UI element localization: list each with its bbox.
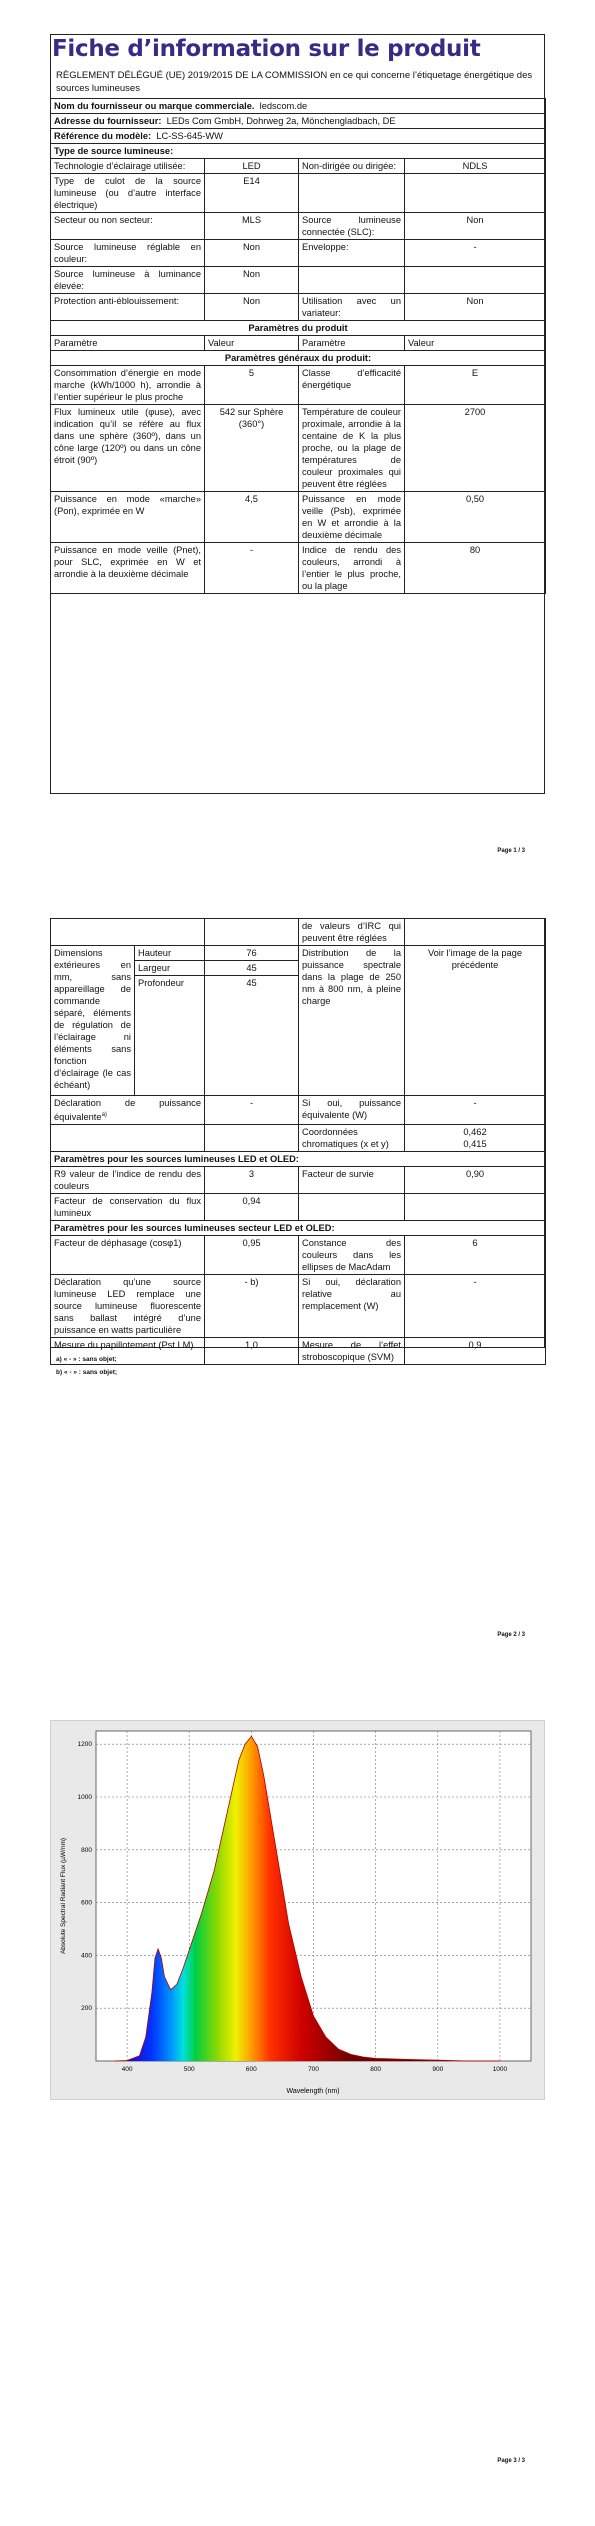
params-heading-row (51, 321, 546, 336)
model-value: LC-SS-645-WW (156, 131, 223, 141)
type-row (51, 213, 546, 240)
general-row (51, 492, 546, 543)
page-number-3: Page 3 / 3 (497, 2458, 525, 2464)
mains-param-label-2: Constance des couleurs dans les ellipses de MacAdam (299, 1236, 405, 1275)
mains-param-value-2: - (405, 1275, 546, 1338)
mains-heading: Paramètres pour les sources lumineuses secteur LED et OLED: (51, 1221, 546, 1236)
type-param-label-2 (299, 267, 405, 294)
x-tick-label: 400 (121, 2066, 133, 2073)
general-param-label-2: Indice de rendu des couleurs, arrondi à l’entier le plus proche, ou la plage (299, 543, 405, 594)
dimensions-label: Dimensions extérieures en mm, sans appareillage de commande séparé, éléments de régulation de l’éclairage ni éléments sans fonction d’éclairage (le cas échéant) (51, 946, 135, 1096)
spec-table-page-2 (50, 918, 546, 1365)
spectrum-chart (51, 1721, 544, 2099)
footnote-a-ref: a) (101, 1112, 107, 1118)
led-row (51, 1194, 546, 1221)
type-heading-row (51, 144, 546, 159)
continuation-row (51, 919, 546, 946)
spectrum-chart-panel (50, 1720, 545, 2100)
type-row (51, 159, 546, 174)
footnote-b: b) « - » : sans objet; (56, 1369, 118, 1376)
mains-param-value: 1,0 (205, 1338, 299, 1365)
general-row (51, 543, 546, 594)
led-param-value-2 (405, 1194, 546, 1221)
y-tick-label: 400 (81, 1952, 92, 1960)
mains-row (51, 1338, 546, 1365)
type-heading: Type de source lumineuse: (51, 144, 546, 159)
equivalent-power-row (51, 1096, 546, 1125)
general-param-label: Puissance en mode «marche» (Pon), exprimée en W (51, 492, 205, 543)
y-tick-label: 800 (81, 1846, 92, 1854)
chromaticity-x: 0,462 (463, 1127, 487, 1138)
led-param-label-2 (299, 1194, 405, 1221)
type-param-label: Type de culot de la source lumineuse (ou d’autre interface électrique) (51, 174, 205, 213)
footnote-a: a) « - » : sans objet; (56, 1356, 117, 1363)
cri-continuation: de valeurs d’IRC qui peuvent être réglées (299, 919, 405, 946)
col-header-value-1: Valeur (205, 336, 299, 351)
general-heading: Paramètres généraux du produit: (51, 351, 546, 366)
x-tick-label: 1000 (492, 2066, 508, 2073)
dim-height-value: 76 (205, 946, 299, 961)
type-row (51, 240, 546, 267)
dim-depth-value: 45 (205, 976, 299, 1096)
mains-param-label: Déclaration qu’une source lumineuse LED remplace une source lumineuse fluorescente sans ballast intégré d’une puissance en watts particulière (51, 1275, 205, 1338)
general-row (51, 405, 546, 492)
footnotes (56, 1353, 117, 1379)
type-row (51, 294, 546, 321)
led-param-label: R9 valeur de l’indice de rendu des couleurs (51, 1167, 205, 1194)
equivalent-power-label: Déclaration de puissance équivalente (54, 1098, 201, 1123)
dim-height-label: Hauteur (135, 946, 205, 961)
general-param-value-2: 80 (405, 543, 546, 594)
general-param-label: Consommation d’énergie en mode marche (kWh/1000 h), arrondie à l’entier supérieur le plus proche (51, 366, 205, 405)
equivalent-watt-value: - (405, 1096, 546, 1125)
led-param-value-2: 0,90 (405, 1167, 546, 1194)
led-row (51, 1167, 546, 1194)
x-tick-label: 500 (183, 2066, 195, 2073)
type-param-value-2: - (405, 240, 546, 267)
general-rows (51, 366, 546, 594)
led-heading-row (51, 1152, 546, 1167)
dim-depth-label: Profondeur (135, 976, 205, 1096)
general-param-value-2: 2700 (405, 405, 546, 492)
general-param-label: Puissance en mode veille (Pnet), pour SLC, exprimée en W et arrondie à la deuxième décimale (51, 543, 205, 594)
y-axis-label: Absolute Spectral Radiant Flux (µW/nm) (60, 1837, 67, 1955)
type-param-label: Protection anti-éblouissement: (51, 294, 205, 321)
general-param-label: Flux lumineux utile (φuse), avec indication qu’il se réfère au flux dans une sphère (360º), dans un cône large (120º) ou dans un cône étroit (90º) (51, 405, 205, 492)
y-tick-label: 600 (81, 1899, 92, 1907)
type-param-value-2: Non (405, 294, 546, 321)
address-row (51, 114, 546, 129)
mains-param-value: - b) (205, 1275, 299, 1338)
general-param-value: 4,5 (205, 492, 299, 543)
equivalent-power-value: - (205, 1096, 299, 1125)
type-param-label: Source lumineuse réglable en couleur: (51, 240, 205, 267)
mains-param-label: Facteur de déphasage (cosφ1) (51, 1236, 205, 1275)
general-heading-row (51, 351, 546, 366)
type-param-value: Non (205, 294, 299, 321)
led-param-label: Facteur de conservation du flux lumineux (51, 1194, 205, 1221)
supplier-value: ledscom.de (259, 101, 308, 111)
type-param-label-2: Utilisation avec un variateur: (299, 294, 405, 321)
general-row (51, 366, 546, 405)
mains-param-label-2: Mesure de l’effet stroboscopique (SVM) (299, 1338, 405, 1365)
mains-param-value-2: 0,9 (405, 1338, 546, 1365)
led-rows (51, 1167, 546, 1221)
x-tick-label: 700 (308, 2066, 319, 2073)
dim-width-value: 45 (205, 961, 299, 976)
col-header-param-2: Paramètre (299, 336, 405, 351)
led-param-value: 0,94 (205, 1194, 299, 1221)
mains-heading-row (51, 1221, 546, 1236)
type-param-value-2 (405, 174, 546, 213)
chromaticity-y: 0,415 (463, 1139, 487, 1150)
x-tick-label: 600 (245, 2066, 257, 2073)
led-heading: Paramètres pour les sources lumineuses LED et OLED: (51, 1152, 546, 1167)
type-param-value: Non (205, 267, 299, 294)
type-param-value-2: Non (405, 213, 546, 240)
chromaticity-row (51, 1125, 546, 1152)
type-param-value-2: NDLS (405, 159, 546, 174)
type-param-label-2: Non-dirigée ou dirigée: (299, 159, 405, 174)
type-param-value: LED (205, 159, 299, 174)
mains-param-label-2: Si oui, déclaration relative au remplacement (W) (299, 1275, 405, 1338)
equivalent-watt-label: Si oui, puissance équivalente (W) (299, 1096, 405, 1125)
dim-width-label: Largeur (135, 961, 205, 976)
col-header-value-2: Valeur (405, 336, 546, 351)
type-row (51, 174, 546, 213)
type-param-value: Non (205, 240, 299, 267)
type-param-label: Technologie d’éclairage utilisée: (51, 159, 205, 174)
y-tick-label: 200 (81, 2005, 92, 2013)
y-tick-label: 1200 (77, 1741, 92, 1749)
led-param-label-2: Facteur de survie (299, 1167, 405, 1194)
type-param-value-2 (405, 267, 546, 294)
page-number-2: Page 2 / 3 (497, 1632, 525, 1638)
spectral-distribution-value: Voir l’image de la page précédente (405, 946, 546, 1096)
type-param-label-2 (299, 174, 405, 213)
x-tick-label: 900 (432, 2066, 444, 2073)
x-tick-label: 800 (370, 2066, 382, 2073)
model-row (51, 129, 546, 144)
type-param-label: Secteur ou non secteur: (51, 213, 205, 240)
regulation-subtitle: RÈGLEMENT DÉLÉGUÉ (UE) 2019/2015 DE LA COMMISSION en ce qui concerne l’étiquetage énergétique des sources lumineuses (56, 70, 533, 94)
y-tick-label: 1000 (77, 1794, 92, 1801)
address-label: Adresse du fournisseur: (54, 116, 162, 126)
supplier-row (51, 99, 546, 114)
mains-param-value-2: 6 (405, 1236, 546, 1275)
general-param-label-2: Puissance en mode veille (Psb), exprimée en W et arrondie à la deuxième décimale (299, 492, 405, 543)
type-param-label: Source lumineuse à luminance élevée: (51, 267, 205, 294)
general-param-label-2: Classe d’efficacité énergétique (299, 366, 405, 405)
mains-param-label: Mesure du papillotement (Pst LM) (51, 1338, 205, 1365)
mains-row (51, 1236, 546, 1275)
type-param-label-2: Enveloppe: (299, 240, 405, 267)
spec-table-page-1 (50, 98, 546, 594)
dimension-row (51, 946, 546, 961)
mains-rows (51, 1236, 546, 1365)
spectral-distribution-label: Distribution de la puissance spectrale dans la plage de 250 nm à 800 nm, à pleine charge (299, 946, 405, 1096)
type-param-value: E14 (205, 174, 299, 213)
general-param-label-2: Température de couleur proximale, arrondie à la centaine de K la plus proche, ou la plage de températures de couleur proximales qui peuvent être réglées (299, 405, 405, 492)
general-param-value: - (205, 543, 299, 594)
page-number-1: Page 1 / 3 (497, 848, 525, 854)
type-param-value: MLS (205, 213, 299, 240)
type-param-label-2: Source lumineuse connectée (SLC): (299, 213, 405, 240)
general-param-value-2: 0,50 (405, 492, 546, 543)
params-heading: Paramètres du produit (51, 321, 546, 336)
general-param-value: 542 sur Sphère (360°) (205, 405, 299, 492)
type-row (51, 267, 546, 294)
supplier-label: Nom du fournisseur ou marque commerciale. (54, 101, 255, 111)
mains-param-value: 0,95 (205, 1236, 299, 1275)
type-rows (51, 159, 546, 321)
address-value: LEDs Com GmbH, Dohrweg 2a, Mönchengladbach, DE (166, 116, 396, 126)
general-param-value-2: E (405, 366, 546, 405)
col-header-param-1: Paramètre (51, 336, 205, 351)
general-param-value: 5 (205, 366, 299, 405)
x-axis-label: Wavelength (nm) (286, 2088, 340, 2095)
column-header-row (51, 336, 546, 351)
mains-row (51, 1275, 546, 1338)
chromaticity-label: Coordonnées chromatiques (x et y) (299, 1125, 405, 1152)
led-param-value: 3 (205, 1167, 299, 1194)
page-title: Fiche d’information sur le produit (52, 36, 481, 62)
model-label: Référence du modèle: (54, 131, 152, 141)
